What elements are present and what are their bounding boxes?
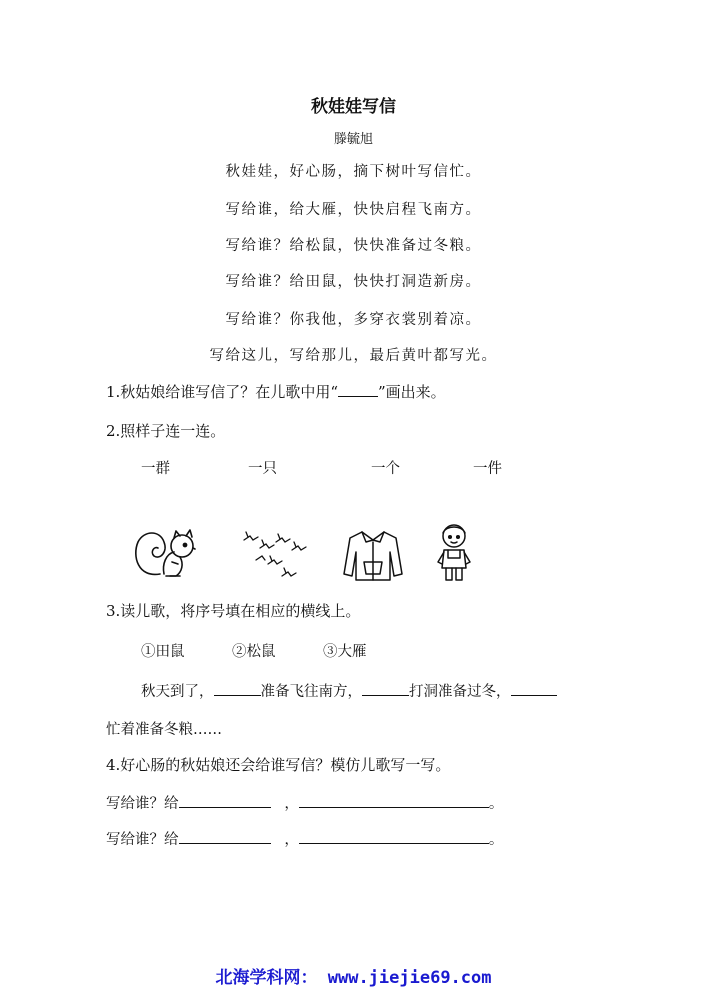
answer-blank-2[interactable] [362,694,409,696]
jacket-icon [340,526,406,584]
answer-blank-who-1[interactable] [179,806,271,808]
author: 滕毓旭 [333,132,373,147]
answer-blank-1[interactable] [214,694,261,696]
period: 。 [488,796,504,812]
measure-word: 一件 [473,461,502,477]
poem-line: 写给谁？给松鼠，快快准备过冬粮。 [225,238,482,254]
question-1-text: 1.秋姑娘给谁写信了？在儿歌中用“ [106,383,338,401]
write-line-2 [106,828,503,849]
comma: ， [284,796,299,812]
sentence-part: 打洞准备过冬， [409,684,511,700]
question-4-text: 4.好心肠的秋姑娘还会给谁写信？模仿儿歌写一写。 [106,756,451,774]
question-1-text-end: ”画出来。 [377,383,446,401]
geese-icon [238,528,316,584]
answer-blank-what-2[interactable] [299,842,489,844]
write-line-prefix: 写给谁？给 [106,796,179,812]
option-dayan: ③大雁 [323,644,367,660]
sentence-part: 秋天到了， [141,684,214,700]
comma: ， [284,832,299,848]
measure-word: 一个 [371,461,400,477]
answer-blank-what-1[interactable] [299,806,489,808]
write-line-prefix: 写给谁？给 [106,832,179,848]
poem-line: 秋娃娃，好心肠，摘下树叶写信忙。 [225,164,482,180]
poem-line: 写给谁？你我他，多穿衣裳别着凉。 [225,312,482,328]
question-2-text: 2.照样子连一连。 [106,422,226,440]
question-1 [106,381,446,402]
poem-line: 写给谁，给大雁，快快启程飞南方。 [225,202,482,218]
sentence-part: 准备飞往南方， [260,684,362,700]
poem-line: 写给谁？给田鼠，快快打洞造新房。 [225,274,482,290]
answer-blank-3[interactable] [511,694,557,696]
example-underline [338,395,378,397]
question-3-sentence [141,680,557,701]
squirrel-icon [130,526,202,586]
write-line-1 [106,792,503,813]
footer-watermark: 北海学科网： www.jiejie69.com [215,968,492,988]
question-3-text: 3.读儿歌，将序号填在相应的横线上。 [106,602,361,620]
measure-word: 一群 [141,461,170,477]
option-songshu: ②松鼠 [232,644,276,660]
poem-line: 写给这儿，写给那儿，最后黄叶都写光。 [209,348,498,364]
answer-blank-who-2[interactable] [179,842,271,844]
child-icon [434,522,474,586]
page-title: 秋娃娃写信 [311,97,396,117]
sentence-part: 忙着准备冬粮…… [106,722,222,738]
period: 。 [488,832,504,848]
measure-word: 一只 [248,461,277,477]
option-tianshu: ①田鼠 [141,644,185,660]
